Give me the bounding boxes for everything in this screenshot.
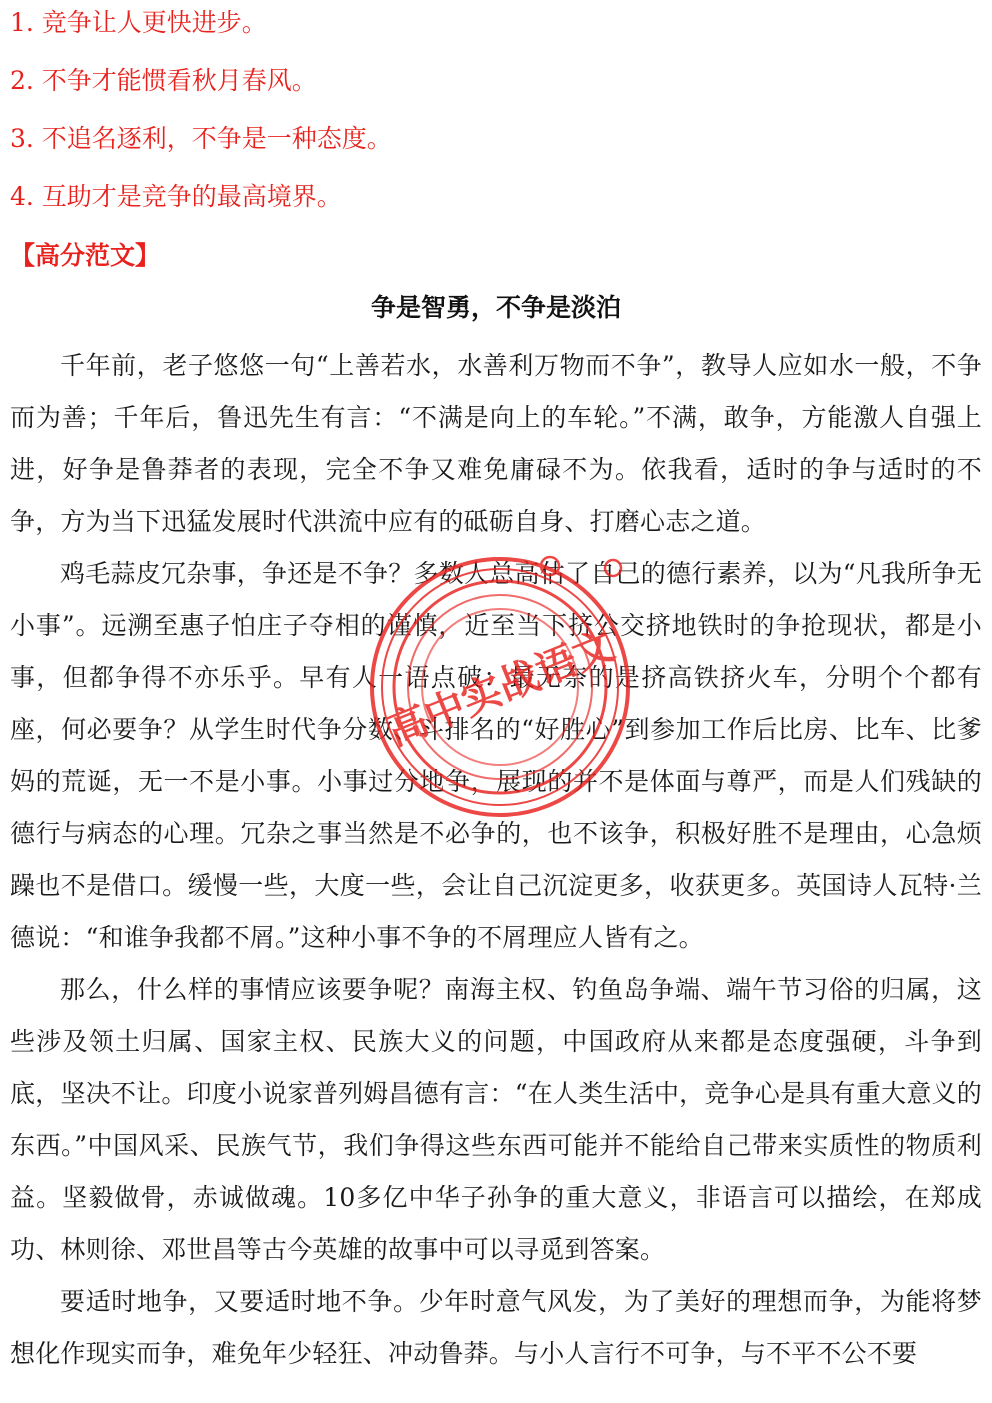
essay-body [10, 340, 982, 1380]
essay-title: 争是智勇，不争是淡泊 [370, 293, 621, 322]
essay-paragraph-2: 鸡毛蒜皮冗杂事，争还是不争？多数人总高估了自己的德行素养，以为“凡我所争无小事”。远溯至惠子怕庄子夺相的谨慎，近至当下挤公交挤地铁时的争抢现状，都是小事，但都争得不亦乐乎。早有人一语点破：最无奈的是挤高铁挤火车，分明个个都有座，何必要争？从学生时代争分数、斗排名的“好胜心”到参加工作后比房、比车、比爹妈的荒诞，无一不是小事。小事过分地争，展现的并不是体面与尊严，而是人们残缺的德行与病态的心理。冗杂之事当然是不必争的，也不该争，积极好胜不是理由，心急烦躁也不是借口。缓慢一些，大度一些，会让自己沉淀更多，收获更多。英国诗人瓦特·兰德说：“和谁争我都不屑。”这种小事不争的不屑理应人皆有之。 [10, 559, 982, 952]
section-heading: 【高分范文】 [10, 241, 161, 270]
key-point-2: 2. 不争才能惯看秋月春风。 [10, 66, 317, 95]
key-points-list [10, 8, 980, 240]
stamp-text: 高中实战语文 [380, 622, 621, 756]
essay-paragraph-4: 要适时地争，又要适时地不争。少年时意气风发，为了美好的理想而争，为能将梦想化作现实而争，难免年少轻狂、冲动鲁莽。与小人言行不可争，与不平不公不要 [10, 1287, 982, 1368]
key-point-4: 4. 互助才是竞争的最高境界。 [10, 182, 342, 211]
key-point-3: 3. 不追名逐利，不争是一种态度。 [10, 124, 392, 153]
essay-paragraph-1: 千年前，老子悠悠一句“上善若水，水善利万物而不争”，教导人应如水一般，不争而为善；千年后，鲁迅先生有言：“不满是向上的车轮。”不满，敢争，方能激人自强上进，好争是鲁莽者的表现，完全不争又难免庸碌不为。依我看，适时的争与适时的不争，方为当下迅猛发展时代洪流中应有的砥砺自身、打磨心志之道。 [10, 351, 982, 536]
key-point-1: 1. 竞争让人更快进步。 [10, 8, 267, 37]
essay-paragraph-3: 那么，什么样的事情应该要争呢？南海主权、钓鱼岛争端、端午节习俗的归属，这些涉及领土归属、国家主权、民族大义的问题，中国政府从来都是态度强硬，斗争到底，坚决不让。印度小说家普列姆昌德有言：“在人类生活中，竞争心是具有重大意义的东西。”中国风采、民族气节，我们争得这些东西可能并不能给自己带来实质性的物质利益。坚毅做骨，赤诚做魂。10多亿中华子孙争的重大意义，非语言可以描绘，在郑成功、林则徐、邓世昌等古今英雄的故事中可以寻觅到答案。 [10, 975, 982, 1264]
